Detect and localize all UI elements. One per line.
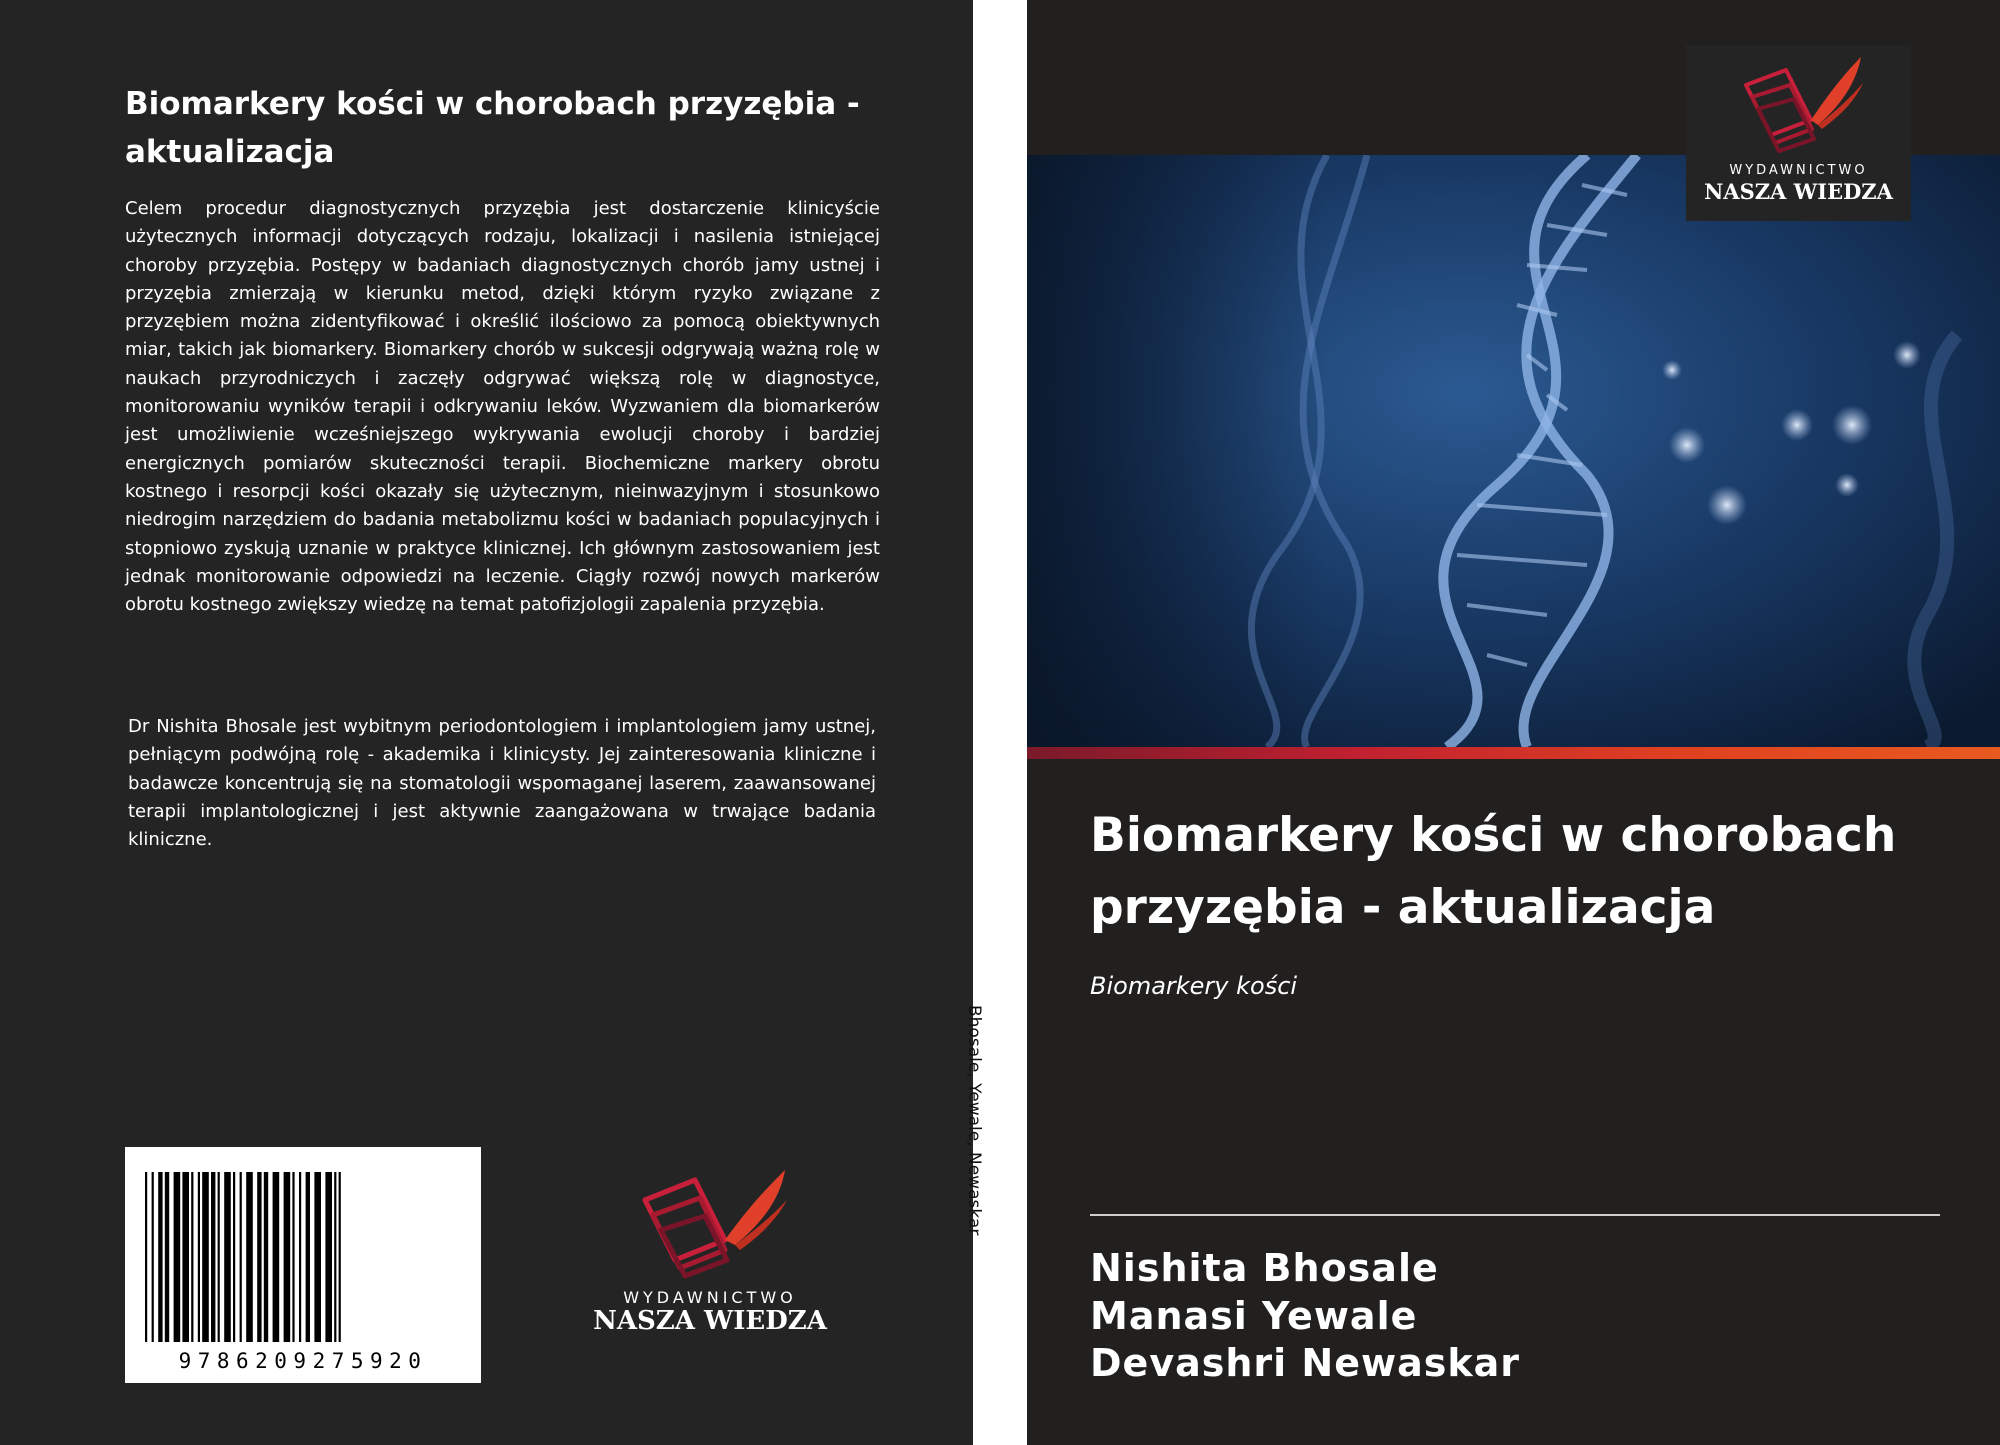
dna-helix-image xyxy=(1027,155,2000,747)
publisher-line2: NASZA WIEDZA xyxy=(593,1306,827,1336)
book-feather-icon xyxy=(575,1160,845,1290)
back-cover-title: Biomarkery kości w chorobach przyzębia - aktualizacja xyxy=(125,86,860,170)
spine-text: Bhosale, Yewale, Newaskar xyxy=(964,1005,984,1236)
front-cover-subtitle: Biomarkery kości xyxy=(1090,972,1298,1000)
barcode-bars xyxy=(143,1172,463,1350)
divider xyxy=(1090,1214,1940,1216)
accent-stripe xyxy=(1027,747,2000,759)
isbn-number: 9786209275920 xyxy=(178,1349,428,1373)
author-name: Manasi Yewale xyxy=(1090,1293,1418,1338)
front-cover-title: Biomarkery kości w chorobach przyzębia - aktualizacja xyxy=(1090,808,1897,935)
publisher-line1: WYDAWNICTWO xyxy=(1729,163,1868,178)
author-list xyxy=(1090,1245,1520,1388)
publisher-logo-back xyxy=(575,1160,845,1340)
book-feather-icon xyxy=(1686,45,1911,160)
author-bio: Dr Nishita Bhosale jest wybitnym periodontologiem i implantologiem jamy ustnej, pełniącym podwójną rolę - akademika i klinicysty. Jej zainteresowania kliniczne i badawcze koncentrują się na stomatologii wspomaganej laserem, zaawansowanej terapii implantologicznej i jest aktywnie zaangażowana w trwające badania kliniczne. xyxy=(128,716,876,851)
publisher-line1: WYDAWNICTWO xyxy=(623,1288,797,1307)
back-cover-blurb: Celem procedur diagnostycznych przyzębia jest dostarczenie klinicyście użytecznych informacji dotyczących rodzaju, lokalizacji i nasilenia istniejącej choroby przyzębia. Postępy w badaniach diagnostycznych chorób jamy ustnej i przyzębia zmierzają w kierunku metod, dzięki którym ryzyko związane z przyzębiem można zidentyfikować i określić ilościowo za pomocą obiektywnych miar, takich jak biomarkery. Biomarkery chorób w sukcesji odgrywają ważną rolę w naukach przyrodniczych i zaczęły odgrywać większą rolę w diagnostyce, monitorowaniu wyników terapii i odkrywaniu leków. Wyzwaniem dla biomarkerów jest umożliwienie wcześniejszego wykrywania ewolucji choroby i bardziej energicznych pomiarów skuteczności terapii. Biochemiczne markery obrotu kostnego i resorpcji kości okazały się użytecznym, nieinwazyjnym i stosunkowo niedrogim narzędziem do badania metabolizmu kości w badaniach populacyjnych i stopniowo zyskują uznanie w praktyce klinicznej. Ich głównym zastosowaniem jest jednak monitorowanie odpowiedzi na leczenie. Ciągły rozwój nowych markerów obrotu kostnego zwiększy wiedzę na temat patofizjologii zapalenia przyzębia. xyxy=(125,198,880,616)
author-name: Nishita Bhosale xyxy=(1090,1246,1439,1290)
author-name: Devashri Newaskar xyxy=(1090,1341,1520,1385)
publisher-logo-front xyxy=(1686,45,1911,221)
publisher-line2: NASZA WIEDZA xyxy=(1704,179,1893,204)
isbn-barcode xyxy=(125,1147,481,1383)
